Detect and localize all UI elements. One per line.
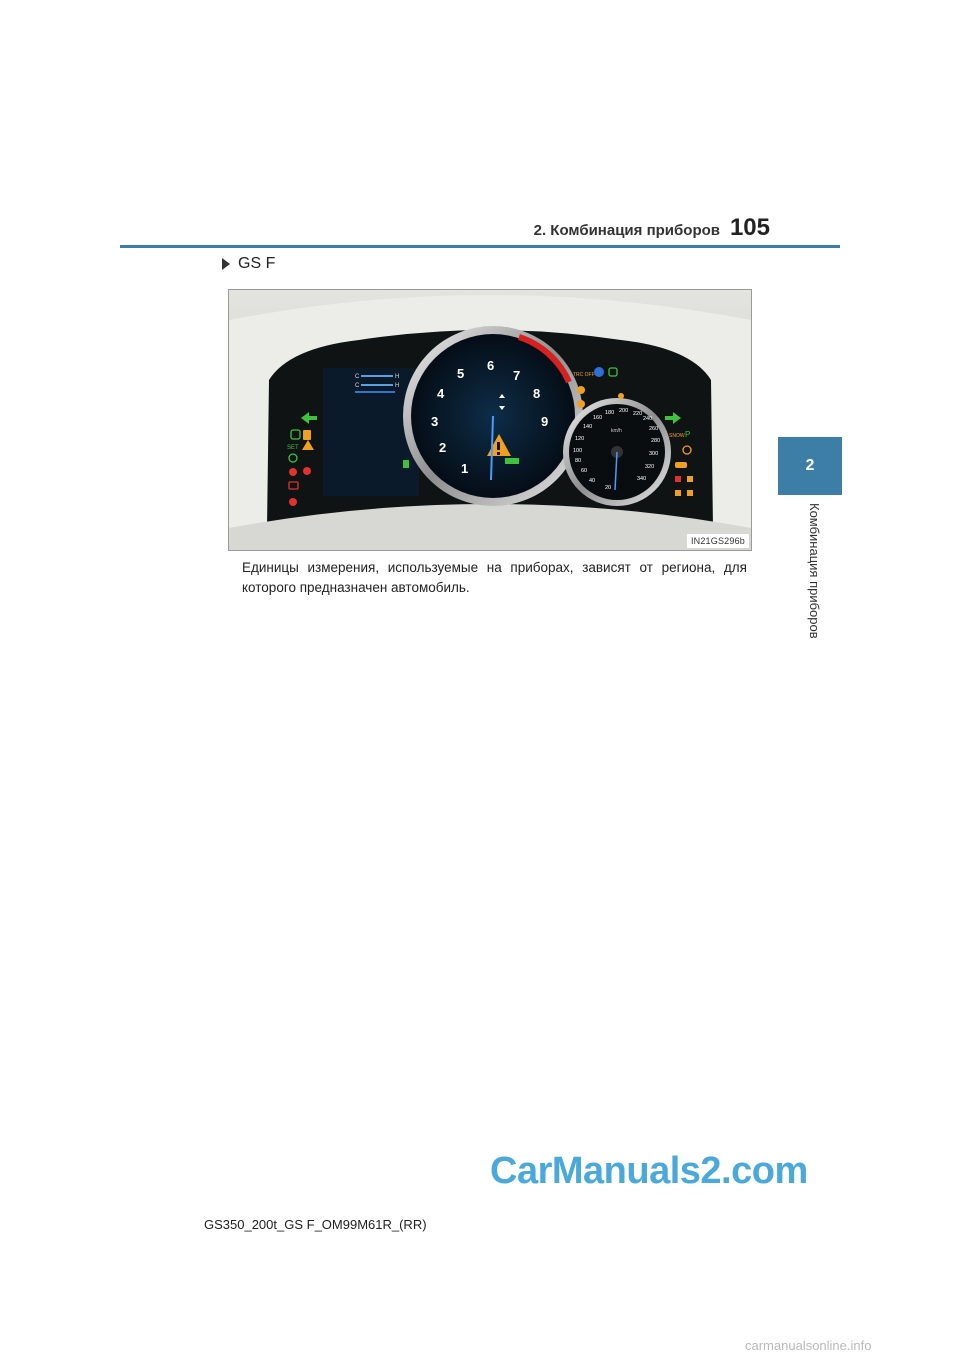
speed-mark: 240 [643, 416, 653, 422]
gauge-bar [361, 384, 393, 386]
speed-mark: 100 [573, 448, 583, 454]
tachometer [403, 326, 583, 506]
warning-exclamation [497, 442, 500, 450]
airbag-icon [303, 467, 311, 475]
watermark-carmanuals2[interactable]: CarManuals2.com [490, 1150, 808, 1192]
section-heading [222, 255, 275, 273]
gauge-hot-label: H [395, 383, 400, 389]
speed-mark: 300 [649, 451, 659, 457]
speed-mark: 180 [605, 410, 615, 416]
watermark-carmanualsonline[interactable]: carmanualsonline.info [745, 1338, 872, 1353]
warning-exclamation-dot [497, 452, 500, 455]
speed-mark: 60 [581, 468, 588, 474]
speed-mark: 160 [593, 415, 603, 421]
brake-system-icon [675, 476, 681, 482]
brake-icon [289, 498, 297, 506]
fuel-low-icon [687, 490, 693, 496]
high-beam-icon [594, 367, 604, 377]
speed-mark: 200 [619, 408, 629, 414]
tire-pressure-icon [618, 393, 624, 399]
speed-mark: 260 [649, 426, 659, 432]
gauge-cold-label: C [355, 383, 360, 389]
speed-mark: 20 [605, 485, 612, 491]
figure-id: IN21GS296b [687, 534, 749, 548]
section-heading-text: GS F [238, 255, 276, 272]
bullet-triangle-icon [222, 258, 230, 270]
engine-check-icon [675, 462, 687, 468]
fuel-gauge-bar [355, 391, 395, 393]
parking-indicator: P [685, 430, 691, 439]
speed-mark: 320 [645, 464, 655, 470]
footer-document-code: GS350_200t_GS F_OM99M61R_(RR) [204, 1217, 427, 1232]
speed-mark: 280 [651, 438, 661, 444]
speed-mark: 220 [633, 411, 643, 417]
tacho-mark-2: 2 [439, 440, 447, 455]
speed-mark: 80 [575, 458, 582, 464]
instrument-cluster-figure [228, 289, 752, 551]
tacho-mark-7: 7 [513, 368, 521, 383]
page-number: 105 [729, 214, 770, 241]
seatbelt-icon [289, 468, 297, 476]
eco-indicator-icon [403, 460, 409, 468]
figure-caption: Единицы измерения, используемые на приборах, зависят от региона, для которого предназначен автомобиль. [242, 560, 747, 595]
chapter-label: Комбинация приборов [807, 503, 822, 639]
eco-mode-badge [505, 458, 519, 464]
snow-indicator: SNOW [669, 433, 685, 439]
instrument-cluster-illustration [229, 290, 751, 550]
speed-unit: km/h [611, 428, 622, 434]
section-title: 2. Комбинация приборов [533, 222, 720, 239]
slip-indicator-icon [577, 386, 585, 394]
speed-mark: 140 [583, 424, 593, 430]
fuel-icon [303, 430, 311, 440]
gauge-cold-label: C [355, 374, 360, 380]
speedometer [563, 398, 671, 506]
tacho-mark-9: 9 [541, 414, 549, 429]
tacho-mark-4: 4 [437, 386, 445, 401]
vsc-icon [577, 400, 585, 408]
abs-icon [675, 490, 681, 496]
tacho-mark-8: 8 [533, 386, 541, 401]
oil-icon [687, 476, 693, 482]
gauge-bar [361, 375, 393, 377]
chapter-tab[interactable] [778, 437, 842, 495]
gauge-hot-label: H [395, 374, 400, 380]
set-indicator: SET [287, 445, 299, 451]
trc-off-indicator: TRC OFF [573, 372, 595, 378]
speed-mark: 40 [589, 478, 596, 484]
tacho-mark-1: 1 [461, 461, 469, 476]
chapter-number: 2 [805, 457, 815, 474]
tacho-mark-3: 3 [431, 414, 439, 429]
page-header [120, 214, 840, 248]
header-divider [120, 245, 840, 248]
speed-mark: 120 [575, 436, 585, 442]
tacho-mark-6: 6 [487, 358, 495, 373]
speed-mark: 340 [637, 476, 647, 482]
tacho-mark-5: 5 [457, 366, 465, 381]
